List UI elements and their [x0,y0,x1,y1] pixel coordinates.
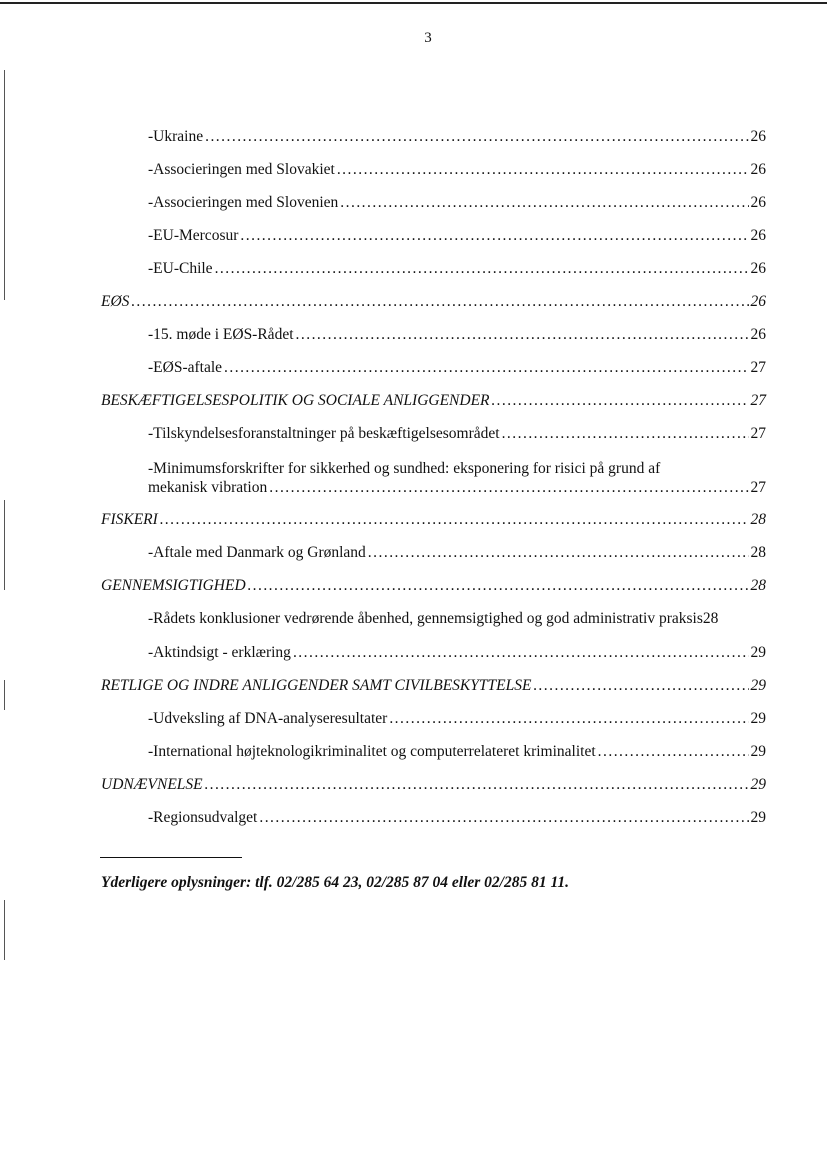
toc-section[interactable] [101,293,766,311]
toc-entry[interactable] [148,260,766,278]
toc-leader [205,128,748,146]
toc-entry-title: -International højteknologikriminalitet og computerrelateret kriminalitet [148,743,596,760]
toc-section-page: 27 [750,392,766,409]
toc-entry-title: -Aftale med Danmark og Grønland [148,544,366,561]
toc-leader [502,425,749,443]
toc-leader [293,644,749,662]
toc-entry[interactable] [148,544,766,562]
toc-leader [269,478,748,497]
toc-entry[interactable] [148,743,766,761]
toc-leader [492,392,749,410]
toc-entry[interactable] [148,710,766,728]
toc-entry-page: 26 [750,161,766,178]
toc-entry[interactable] [148,459,766,497]
toc-section-title: RETLIGE OG INDRE ANLIGGENDER SAMT CIVILBESKYTTELSE [101,677,532,694]
toc-entry-title: -Rådets konklusioner vedrørende åbenhed, gennemsigtighed og god administrativ praksis [148,610,703,627]
toc-entry-page: 27 [750,359,766,376]
toc-entry-page: 27 [750,425,766,442]
toc-section-title: UDNÆVNELSE [101,776,203,793]
toc-section-page: 29 [750,677,766,694]
top-rule [0,2,827,4]
toc-entry[interactable] [148,809,766,827]
toc-leader [259,809,748,827]
toc-leader [131,293,748,311]
toc-entry-page: 26 [750,128,766,145]
toc-entry[interactable] [148,128,766,146]
toc-section[interactable] [101,511,766,529]
toc-leader [389,710,748,728]
toc-entry-title: -Associeringen med Slovakiet [148,161,335,178]
toc-entry-page: 26 [750,326,766,343]
toc-entry-title: -Associeringen med Slovenien [148,194,339,211]
toc-section[interactable] [101,776,766,794]
toc-leader [160,511,749,529]
contact-info: Yderligere oplysninger: tlf. 02/285 64 23, 02/285 87 04 eller 02/285 81 11. [101,874,569,891]
scan-edge-mark [4,500,5,590]
toc-entry-page: 29 [750,644,766,661]
toc-entry-page: 29 [750,809,766,826]
toc-entry[interactable] [148,644,766,662]
toc-entry-title-continued: mekanisk vibration [148,479,268,496]
toc-leader [296,326,749,344]
toc-entry-title: -EU-Chile [148,260,213,277]
toc-leader [337,161,749,179]
toc-entry[interactable] [148,610,773,628]
toc-section-title: GENNEMSIGTIGHED [101,577,246,594]
toc-leader [248,577,749,595]
toc-leader [205,776,749,794]
toc-leader [368,544,749,562]
page-number: 3 [424,30,432,46]
toc-section[interactable] [101,677,766,695]
toc-leader [224,359,748,377]
toc-entry-page: 27 [750,479,766,496]
toc-entry-page: 28 [702,610,719,627]
toc-section-page: 29 [750,776,766,793]
toc-section-page: 28 [750,577,766,594]
toc-entry-title: -Minimumsforskrifter for sikkerhed og sundhed: eksponering for risici på grund af [148,460,661,477]
toc-entry-title: -Tilskyndelsesforanstaltninger på beskæftigelsesområdet [148,425,500,442]
toc-entry-page: 26 [750,227,766,244]
toc-entry-page: 29 [750,710,766,727]
toc-entry-page: 26 [750,260,766,277]
scan-edge-mark [4,680,5,710]
toc-leader [240,227,748,245]
toc-leader [533,677,748,695]
toc-entry-title: -15. møde i EØS-Rådet [148,326,294,343]
toc-section-page: 28 [750,511,766,528]
toc-section-page: 26 [750,293,766,310]
toc-entry-title: -Regionsudvalget [148,809,258,826]
toc-section-title: EØS [101,293,130,310]
toc-entry[interactable] [148,425,766,443]
toc-leader [598,743,749,761]
toc-section-title: BESKÆFTIGELSESPOLITIK OG SOCIALE ANLIGGENDER [101,392,490,409]
toc-section-title: FISKERI [101,511,158,528]
toc-entry-page: 28 [750,544,766,561]
toc-leader [215,260,749,278]
scan-edge-mark [4,70,5,300]
toc-entry-page: 26 [750,194,766,211]
toc-entry[interactable] [148,326,766,344]
toc-section[interactable] [101,577,766,595]
toc-entry-title: -Udveksling af DNA-analyseresultater [148,710,388,727]
toc-section[interactable] [101,392,766,410]
toc-entry[interactable] [148,359,766,377]
toc-entry-title: -Ukraine [148,128,204,145]
toc-entry-title: -Aktindsigt - erklæring [148,644,291,661]
toc-entry[interactable] [148,227,766,245]
footnote-rule [100,857,242,858]
toc-entry[interactable] [148,161,766,179]
toc-leader [340,194,748,212]
toc-entry[interactable] [148,194,766,212]
toc-entry-title: -EU-Mercosur [148,227,239,244]
toc-entry-title: -EØS-aftale [148,359,223,376]
toc-entry-page: 29 [750,743,766,760]
scan-edge-mark [4,900,5,960]
